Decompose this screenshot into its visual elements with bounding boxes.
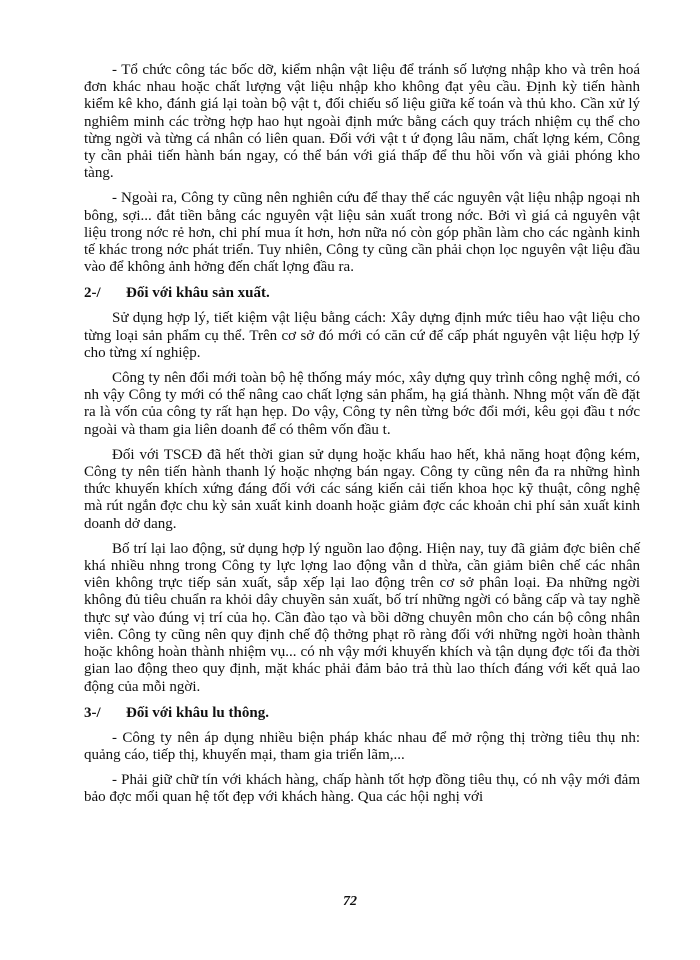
section-heading-2 <box>84 284 640 302</box>
section-number: 2-/ <box>84 285 101 302</box>
paragraph: - Công ty nên áp dụng nhiều biện pháp khác nhau để mở rộng thị trờng tiêu thụ nh: quảng cáo, tiếp thị, khuyến mại, tham gia triển lãm,... <box>84 729 640 763</box>
page-number: 72 <box>343 894 357 909</box>
section-heading-3 <box>84 704 640 722</box>
paragraph: Bố trí lại lao động, sử dụng hợp lý nguồn lao động. Hiện nay, tuy đã giảm đợc biên chế khá nhiều nhng trong Công ty lực lợng lao động vẫn d thừa, cần giảm biên chế các nhân viên không trực tiếp sản xuất, sắp xếp lại lao động trên cơ sở phân loại. Đa những ngời không đủ tiêu chuẩn ra khỏi dây chuyền sản xuất, bố trí những ngời có bằng cấp và tay nghề thực sự vào đúng vị trí của họ. Cần đào tạo và bồi dỡng chuyên môn cho cán bộ công nhân viên. Công ty cũng nên quy định chế độ thởng phạt rõ ràng đối với những ngời hoàn thành hoặc không hoàn thành nhiệm vụ... có nh vậy mới khuyến khích và tận dụng đợc tối đa thời gian lao động theo quy định, mặt khác phải đảm bảo trả thù lao thích đáng với kết quả lao động của mỗi ngời. <box>84 540 640 695</box>
paragraph: - Ngoài ra, Công ty cũng nên nghiên cứu để thay thế các nguyên vật liệu nhập ngoại nh bông, sợi... đắt tiền bằng các nguyên vật liệu sản xuất trong nớc. Bởi vì giá cả nguyên vật liệu trong nớc rẻ hơn, chi phí mua ít hơn, hơn nữa nó còn góp phần làm cho các ngành kinh tế khác trong nớc phát triển. Tuy nhiên, Công ty cũng cần phải chọn lọc nguyên vật liệu đầu vào để không ảnh hởng đến chất lợng đầu ra. <box>84 190 640 276</box>
paragraph: Công ty nên đổi mới toàn bộ hệ thống máy móc, xây dựng quy trình công nghệ mới, có nh vậy Công ty mới có thể nâng cao chất lợng sản phẩm, hạ giá thành. Nhng một vấn đề đặt ra là vốn của công ty rất hạn hẹp. Do vậy, Công ty nên từng bớc đổi mới, kêu gọi đầu t nớc ngoài và tham gia liên doanh để có thêm vốn đầu t. <box>84 370 640 438</box>
page-content <box>84 62 640 815</box>
paragraph: Đối với TSCĐ đã hết thời gian sử dụng hoặc khấu hao hết, khả năng hoạt động kém, Công ty nên tiến hành thanh lý hoặc nhợng bán ngay. Công ty cũng nên đa ra những hình thức khuyến khích xứng đáng đối với các sáng kiến cải tiến khoa học kỹ thuật, công nghệ mà rút ngắn đợc chu kỳ sản xuất kinh doanh hoặc giảm đợc các khoản chi phí sản xuất kinh doanh dở dang. <box>84 446 640 532</box>
section-title: Đối với khâu sản xuất. <box>126 285 270 302</box>
paragraph: Sử dụng hợp lý, tiết kiệm vật liệu bằng cách: Xây dựng định mức tiêu hao vật liệu cho từng loại sản phẩm cụ thể. Trên cơ sở đó mới có căn cứ để cấp phát nguyên vật liệu hợp lý cho từng xí nghiệp. <box>84 310 640 361</box>
section-number: 3-/ <box>84 704 101 721</box>
section-title: Đối với khâu lu thông. <box>126 704 269 721</box>
paragraph: - Phải giữ chữ tín với khách hàng, chấp hành tốt hợp đồng tiêu thụ, có nh vậy mới đảm bảo đợc mối quan hệ tốt đẹp với khách hàng. Qua các hội nghị với <box>84 772 640 806</box>
paragraph: - Tổ chức công tác bốc dỡ, kiểm nhận vật liệu để tránh số lượng nhập kho và trên hoá đơn khác nhau hoặc chất lượng vật liệu nhập kho không đạt yêu cầu. Định kỳ tiến hành kiểm kê kho, đánh giá lại toàn bộ vật t, đối chiếu số liệu giữa kế toán và thủ kho. Cần xử lý nghiêm minh các trờng hợp hao hụt ngoài định mức bằng cách quy trách nhiệm cụ thể cho từng ngời và từng cá nhân có liên quan. Đối với vật t ứ đọng lâu năm, chất lợng kém, Công ty cần phải tiến hành bán ngay, có thể bán với giá thấp để thu hồi vốn và giải phóng kho tàng. <box>84 62 640 182</box>
